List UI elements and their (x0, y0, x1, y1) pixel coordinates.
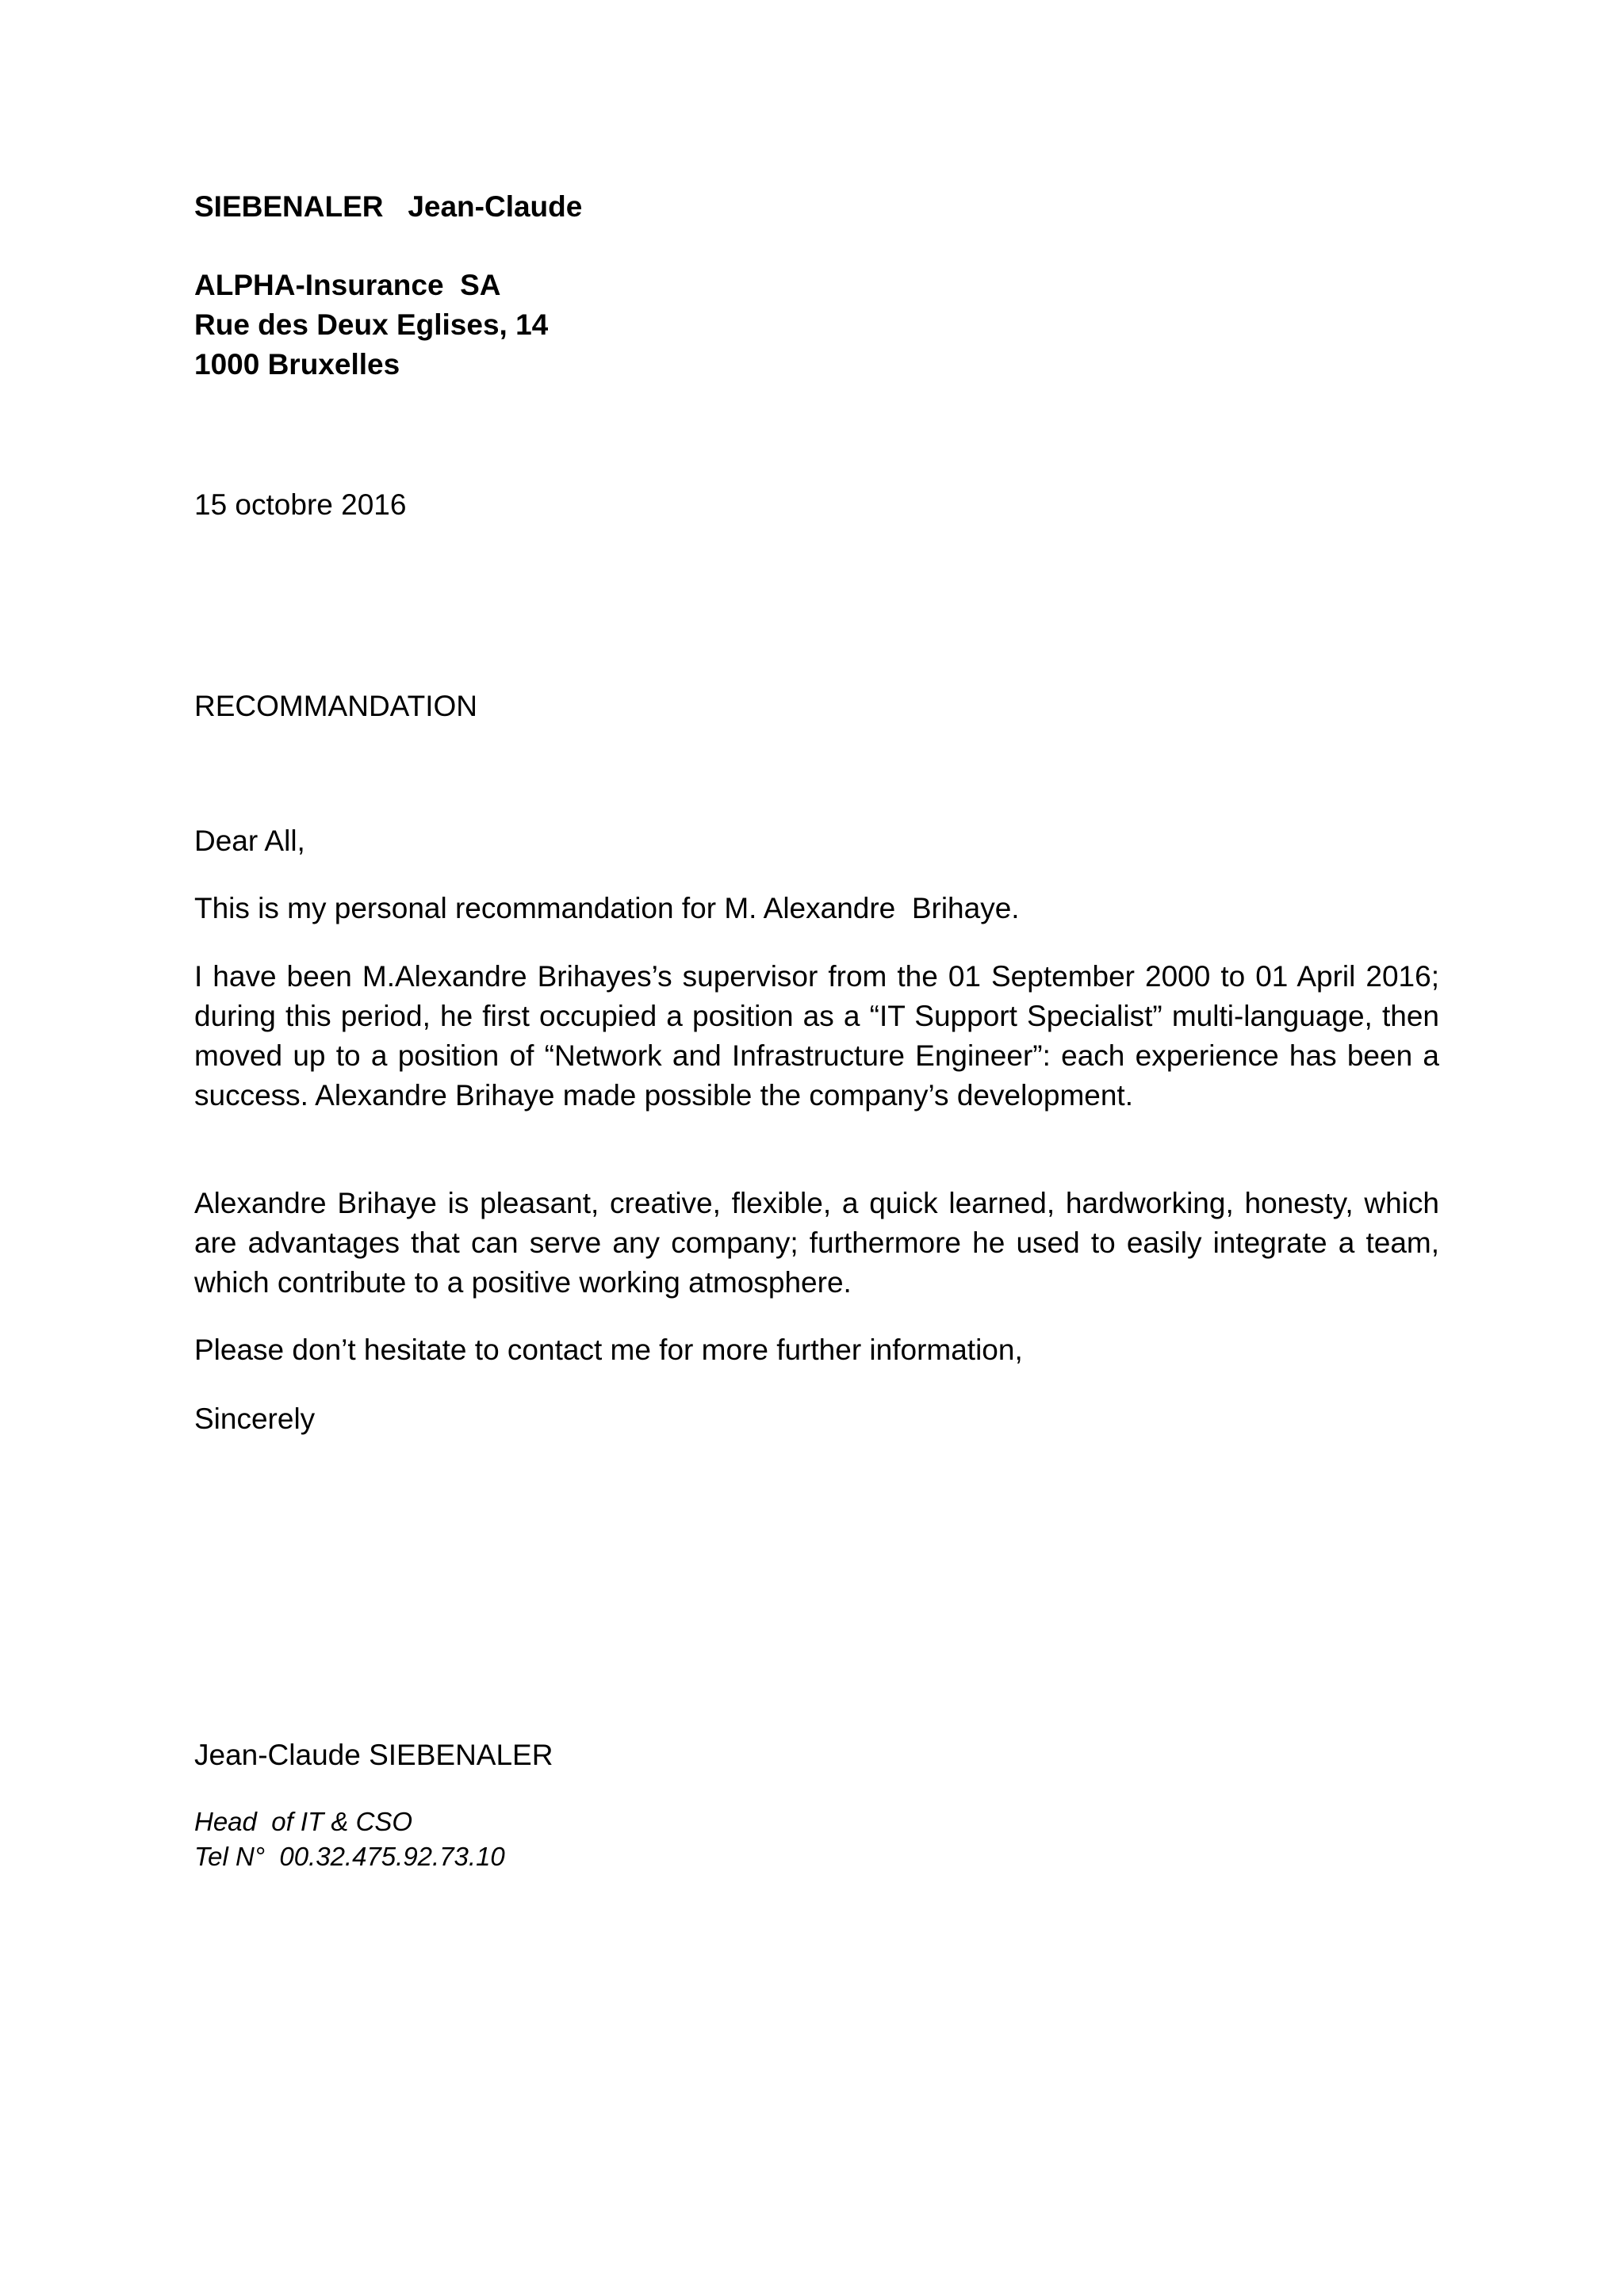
closing: Sincerely (194, 1402, 316, 1435)
letter-subject: RECOMMANDATION (194, 690, 477, 722)
signature-phone: Tel N° 00.32.475.92.73.10 (194, 1842, 505, 1871)
company-street: Rue des Deux Eglises, 14 (194, 308, 549, 341)
salutation: Dear All, (194, 825, 305, 857)
body-paragraph: Alexandre Brihaye is pleasant, creative, flexible, a quick learned, hardworking, honesty, which are advantages that can serve any company; furthermore he used to easily integrate a team, which contribute to a positive working atmosphere. (194, 1187, 1439, 1299)
company-name: ALPHA-Insurance SA (194, 269, 501, 301)
body-paragraph: Please don’t hesitate to contact me for more further information, (194, 1334, 1023, 1366)
signature-details (194, 1804, 505, 1874)
letter-date: 15 octobre 2016 (194, 488, 407, 521)
signature-name: Jean-Claude SIEBENALER (194, 1739, 553, 1771)
body-paragraph: I have been M.Alexandre Brihayes’s supervisor from the 01 September 2000 to 01 April 2016; during this period, he first occupied a position as a “IT Support Specialist” multi-language, then moved up to a position of “Network and Infrastructure Engineer”: each experience has been a success. Alexandre Brihaye made possible the company’s development. (194, 960, 1439, 1112)
body-paragraph: This is my personal recommandation for M. Alexandre Brihaye. (194, 892, 1020, 924)
company-address (194, 266, 548, 385)
signature-title: Head of IT & CSO (194, 1807, 413, 1836)
company-city: 1000 Bruxelles (194, 348, 400, 381)
sender-name: SIEBENALER Jean-Claude (194, 190, 583, 223)
